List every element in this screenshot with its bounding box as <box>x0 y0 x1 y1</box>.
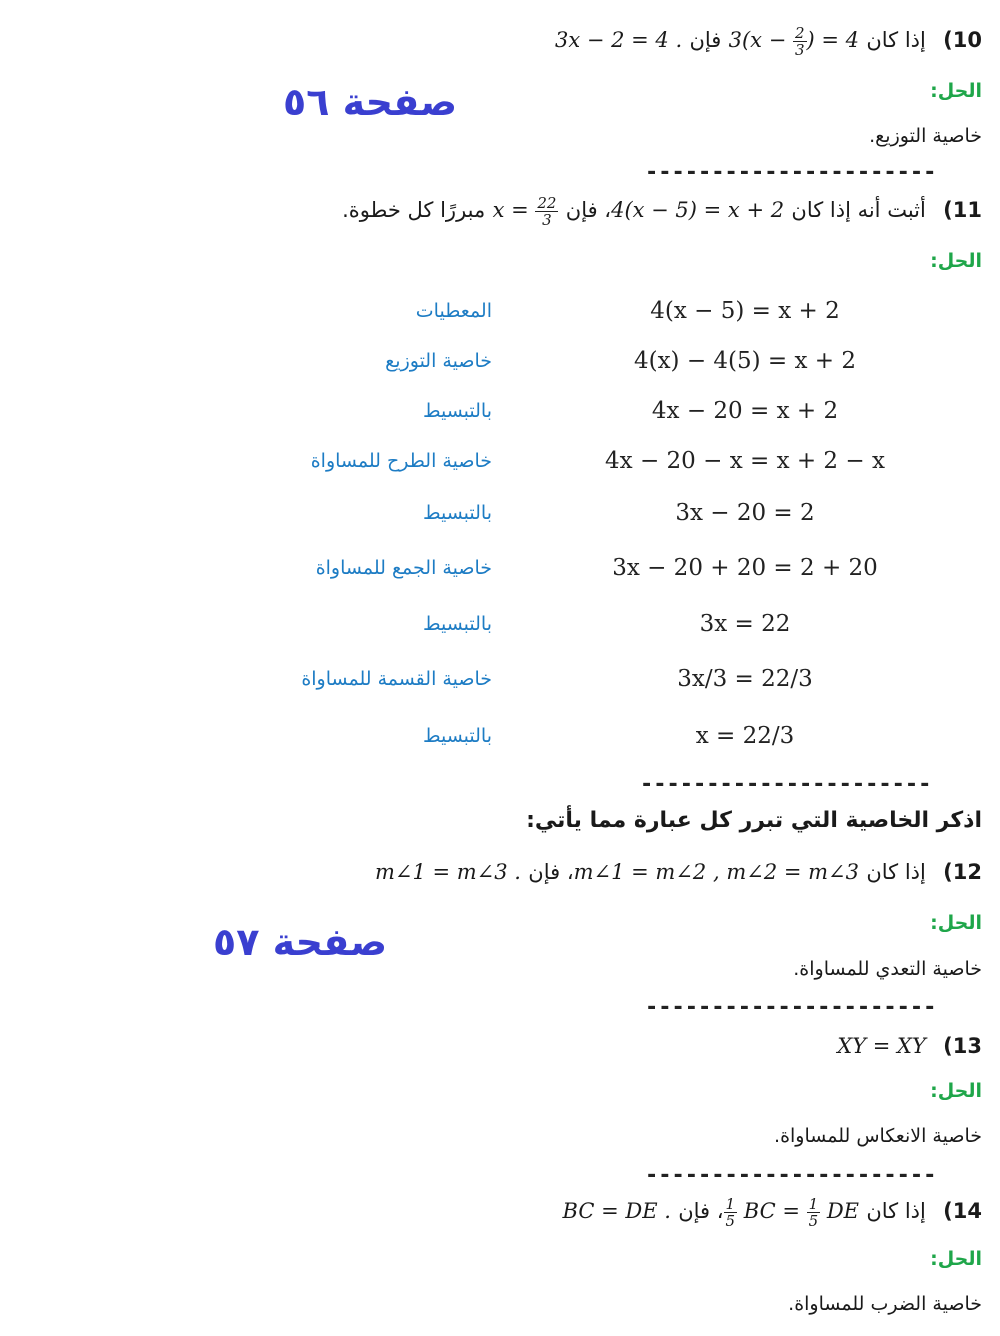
question-12 <box>375 860 982 884</box>
question-result: 3x − 2 = 4 . <box>554 28 683 52</box>
separator: ---------------------- <box>640 772 932 797</box>
answer-13: خاصية الانعكاس للمساواة. <box>774 1125 982 1147</box>
question-justify: مبررًا كل خطوة. <box>342 198 486 222</box>
separator: ---------------------- <box>645 995 937 1020</box>
solution-label: الحل: <box>930 80 982 102</box>
step-equation: 4x − 20 − x = x + 2 − x <box>605 448 885 474</box>
section-header: اذكر الخاصية التي تبرر كل عبارة مما يأتي: <box>526 808 982 833</box>
question-number: 10) <box>943 28 982 52</box>
step-reason: المعطيات <box>415 300 492 322</box>
solution-label: الحل: <box>930 250 982 272</box>
question-if: إذا كان <box>866 860 926 884</box>
question-then: ، فإن <box>678 1199 724 1223</box>
step-reason: خاصية الجمع للمساواة <box>315 557 492 579</box>
answer-12: خاصية التعدي للمساواة. <box>793 958 982 980</box>
answer-10: خاصية التوزيع. <box>869 125 982 147</box>
step-equation: 4(x − 5) = x + 2 <box>650 298 840 324</box>
question-given: $\frac{1}{5}$ BC = $\frac{1}{5}$ DE <box>725 1195 860 1230</box>
step-equation: 3x − 20 + 20 = 2 + 20 <box>612 555 878 581</box>
question-then: ، فإن <box>528 860 574 884</box>
step-equation: 4(x) − 4(5) = x + 2 <box>633 348 857 374</box>
step-equation: 3x/3 = 22/3 <box>677 666 813 692</box>
question-number: 14) <box>943 1199 982 1223</box>
question-result: m∠1 = m∠3 . <box>374 860 521 884</box>
question-given: m∠1 = m∠2 , m∠2 = m∠3 <box>573 860 860 884</box>
question-statement: XY = XY <box>837 1034 926 1058</box>
solution-label: الحل: <box>930 1080 982 1102</box>
question-13 <box>837 1034 982 1058</box>
solution-label: الحل: <box>930 1248 982 1270</box>
question-result: x = $\frac{22}{3}$ <box>492 194 557 229</box>
page-label-57: صفحة ٥٧ <box>213 920 388 964</box>
question-prove: أثبت أنه إذا كان <box>791 198 926 222</box>
step-reason: بالتبسيط <box>422 725 492 747</box>
page-label-56: صفحة ٥٦ <box>283 80 458 124</box>
step-equation: 3x = 22 <box>699 611 791 637</box>
step-reason: خاصية التوزيع <box>385 350 492 372</box>
question-11 <box>342 195 982 228</box>
step-equation: 3x − 20 = 2 <box>675 500 815 526</box>
question-then: فإن <box>689 28 722 52</box>
question-then: ، فإن <box>565 198 612 222</box>
step-reason: خاصية الطرح للمساواة <box>310 450 492 472</box>
step-reason: بالتبسيط <box>422 502 492 524</box>
step-equation: x = 22/3 <box>695 723 795 749</box>
answer-14: خاصية الضرب للمساواة. <box>788 1293 982 1315</box>
step-reason: بالتبسيط <box>422 400 492 422</box>
question-number: 11) <box>943 198 982 222</box>
step-reason: بالتبسيط <box>422 613 492 635</box>
separator: ---------------------- <box>645 1163 937 1188</box>
question-if: إذا كان <box>866 28 926 52</box>
question-number: 13) <box>943 1034 982 1058</box>
question-result: BC = DE . <box>562 1199 671 1223</box>
step-equation: 4x − 20 = x + 2 <box>651 398 839 424</box>
question-number: 12) <box>943 860 982 884</box>
question-given: 3(x − $\frac{2}{3}$ ) = 4 <box>728 24 860 59</box>
question-10 <box>555 25 982 58</box>
question-14 <box>563 1196 982 1229</box>
separator: ---------------------- <box>645 160 937 185</box>
step-reason: خاصية القسمة للمساواة <box>301 668 492 690</box>
solution-label: الحل: <box>930 912 982 934</box>
question-given: 4(x − 5) = x + 2 <box>611 198 785 222</box>
question-if: إذا كان <box>866 1199 926 1223</box>
